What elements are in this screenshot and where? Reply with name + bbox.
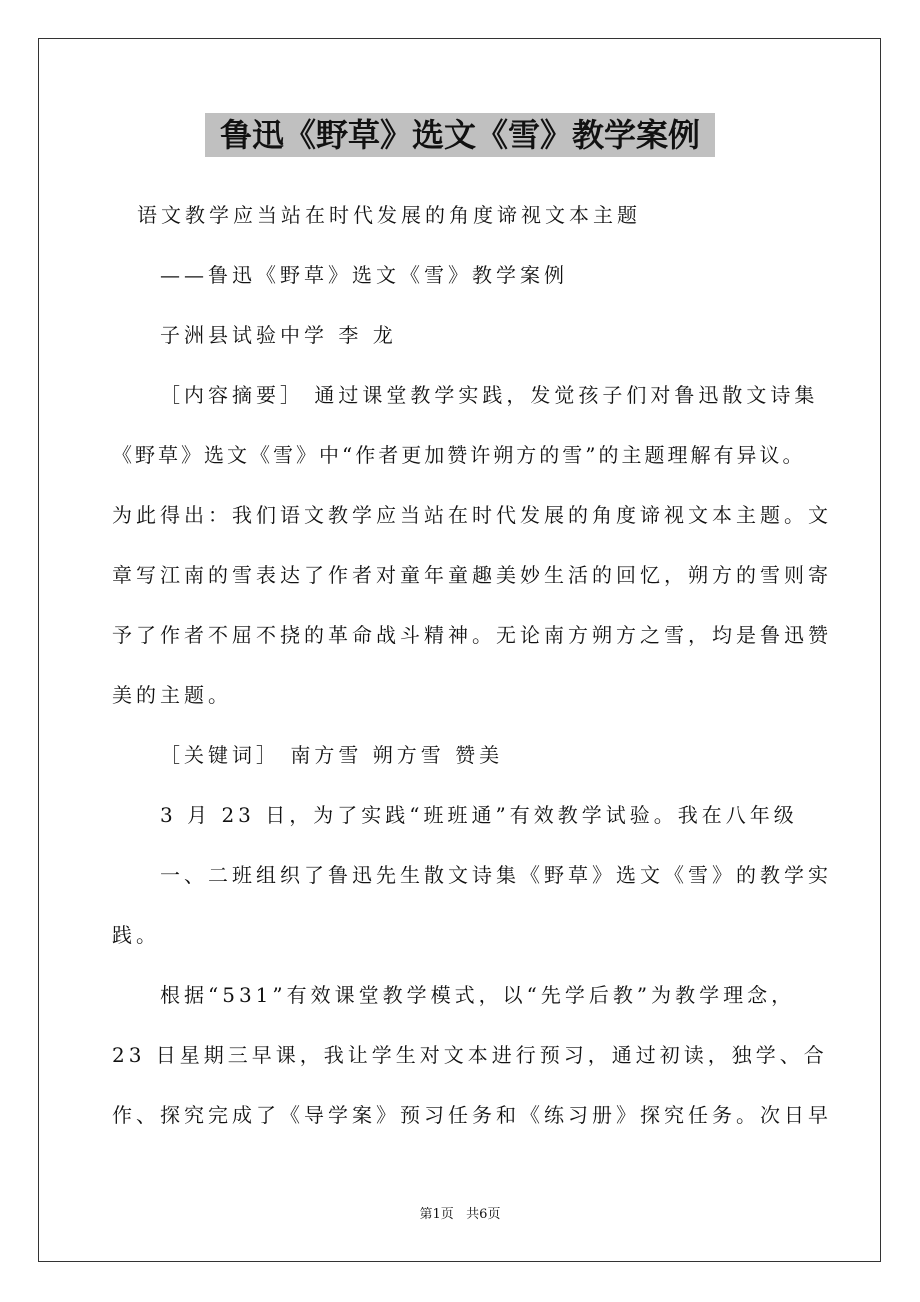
page-number: 第1页 共6页 [419,1207,501,1222]
body-line: 美的主题。 [112,683,232,707]
body-line: 章写江南的雪表达了作者对童年童趣美妙生活的回忆，朔方的雪则寄 [112,563,832,587]
body-line: 予了作者不屈不挠的革命战斗精神。无论南方朔方之雪，均是鲁迅赞 [112,623,832,647]
body-line: 践。 [112,923,160,947]
subtitle-line: 语文教学应当站在时代发展的角度谛视文本主题 [137,203,641,227]
document-title: 鲁迅《野草》选文《雪》教学案例 [205,113,715,157]
body-line: 23 日星期三早课，我让学生对文本进行预习，通过初读，独学、合 [112,1043,828,1067]
body-line: 3 月 23 日，为了实践“班班通”有效教学试验。我在八年级 [160,803,798,827]
author-line: 子洲县试验中学 李 龙 [160,323,397,347]
body-line: 根据“531”有效课堂教学模式，以“先学后教”为教学理念， [160,983,796,1007]
body-line: 作、探究完成了《导学案》预习任务和《练习册》探究任务。次日早 [112,1103,832,1127]
body-line: ［内容摘要］ 通过课堂教学实践，发觉孩子们对鲁迅散文诗集 [160,383,819,407]
body-line: 《野草》选文《雪》中“作者更加赞许朔方的雪”的主题理解有异议。 [112,443,806,467]
body-line: 为此得出：我们语文教学应当站在时代发展的角度谛视文本主题。文 [112,503,832,527]
subtitle-line: ——鲁迅《野草》选文《雪》教学案例 [160,263,568,287]
body-line: 一、二班组织了鲁迅先生散文诗集《野草》选文《雪》的教学实 [160,863,832,887]
keywords-line: ［关键词］ 南方雪 朔方雪 赞美 [160,743,504,767]
